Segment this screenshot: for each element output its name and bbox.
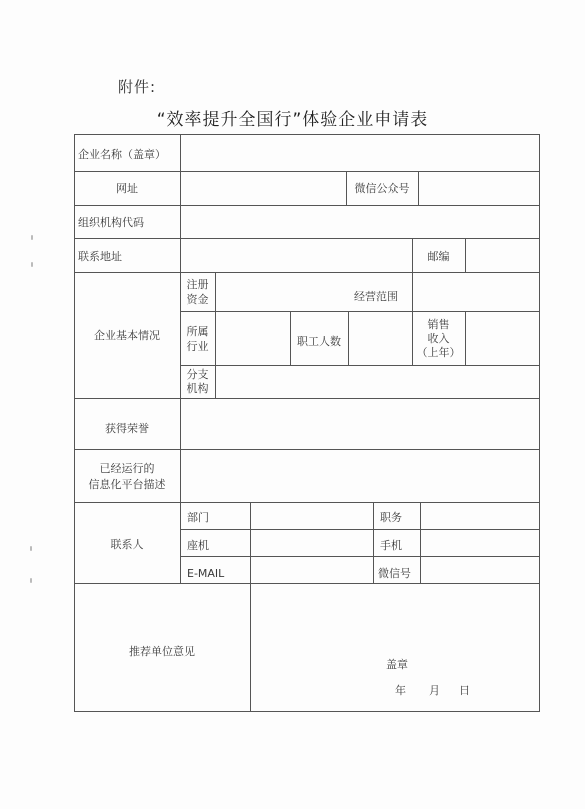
label-industry-2: 行业 (186, 340, 209, 353)
scan-speck (30, 578, 32, 583)
label-seal: 盖章 (386, 658, 408, 671)
input-employee-count[interactable] (349, 313, 411, 364)
label-registered-capital-2: 资金 (186, 293, 209, 306)
label-postcode: 邮编 (427, 250, 450, 263)
label-address: 联系地址 (78, 250, 122, 263)
label-date-day: 日 (459, 684, 470, 697)
label-wechat-id: 微信号 (378, 567, 411, 580)
label-recommender-opinion: 推荐单位意见 (129, 645, 195, 658)
label-wechat-account: 微信公众号 (354, 182, 410, 195)
input-position[interactable] (421, 504, 538, 528)
scan-speck (31, 262, 33, 267)
label-sales-revenue-2: 收入 (427, 332, 450, 345)
input-mobile[interactable] (421, 531, 538, 555)
label-website: 网址 (116, 182, 138, 195)
input-sales-revenue[interactable] (466, 313, 538, 364)
label-platform-desc-2: 信息化平台描述 (88, 478, 166, 491)
label-business-scope: 经营范围 (354, 290, 398, 303)
label-contact-person: 联系人 (110, 538, 144, 551)
label-registered-capital-1: 注册 (186, 278, 209, 291)
label-mobile: 手机 (380, 539, 402, 552)
input-platform-desc[interactable] (181, 451, 538, 501)
input-org-code[interactable] (181, 207, 538, 237)
label-branches-2: 机构 (186, 382, 209, 395)
label-honors: 获得荣誉 (105, 422, 149, 435)
label-basic-info: 企业基本情况 (94, 329, 160, 342)
form-title: “效率提升全国行”体验企业申请表 (156, 110, 429, 130)
label-sales-revenue-1: 销售 (427, 318, 450, 331)
input-business-scope[interactable] (413, 274, 538, 310)
input-wechat-id[interactable] (421, 558, 538, 582)
label-date-year: 年 (395, 684, 406, 697)
label-email: E-MAIL (187, 567, 225, 580)
label-date-month: 月 (429, 684, 440, 697)
label-company-name: 企业名称（盖章） (78, 148, 166, 161)
label-position: 职务 (380, 511, 402, 524)
label-sales-revenue-3: （上年） (416, 346, 461, 359)
input-postcode[interactable] (466, 240, 538, 271)
input-landline[interactable] (251, 531, 372, 555)
input-department[interactable] (251, 504, 372, 528)
input-honors[interactable] (181, 400, 538, 448)
label-branches-1: 分支 (186, 368, 209, 381)
scan-speck (30, 546, 32, 551)
input-branches[interactable] (216, 367, 538, 397)
input-address[interactable] (181, 240, 411, 271)
label-platform-desc-1: 已经运行的 (99, 462, 155, 475)
label-department: 部门 (187, 511, 209, 524)
label-org-code: 组织机构代码 (78, 216, 144, 229)
attachment-label: 附件: (118, 78, 157, 96)
input-website[interactable] (181, 173, 345, 204)
input-wechat-account[interactable] (419, 173, 538, 204)
label-industry-1: 所属 (186, 325, 209, 338)
scan-speck (31, 235, 33, 240)
input-industry[interactable] (216, 313, 289, 364)
label-employee-count: 职工人数 (297, 335, 341, 348)
input-email[interactable] (251, 558, 372, 582)
input-company-name[interactable] (181, 136, 539, 170)
label-landline: 座机 (187, 539, 209, 552)
